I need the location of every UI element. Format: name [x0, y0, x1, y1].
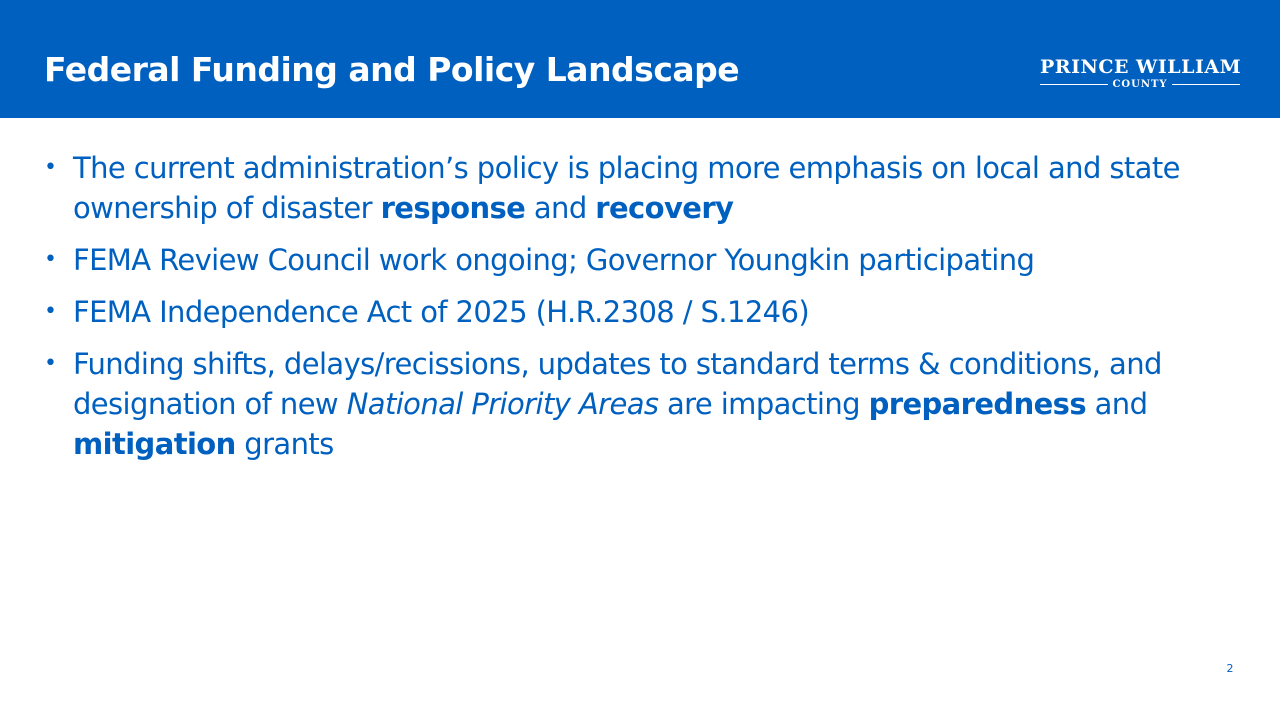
- bullet-4-text-3: and: [1086, 387, 1148, 421]
- bullet-dot-icon: •: [44, 351, 57, 376]
- header-bar: [0, 0, 1280, 118]
- county-logo: [1040, 56, 1240, 96]
- logo-line2: COUNTY: [1112, 79, 1168, 90]
- bullet-4-emphasis-mitigation: mitigation: [73, 427, 236, 461]
- bullet-item-4: [44, 344, 1224, 464]
- bullet-list: [44, 148, 1224, 476]
- bullet-item-2: [44, 240, 1224, 280]
- bullet-3-text: FEMA Independence Act of 2025 (H.R.2308 / S.1246): [73, 295, 810, 329]
- bullet-1-emphasis-response: response: [380, 191, 526, 225]
- page-number: 2: [1226, 662, 1234, 675]
- slide-title: Federal Funding and Policy Landscape: [44, 50, 740, 89]
- bullet-4-italic-npa: National Priority Areas: [346, 387, 659, 421]
- logo-line2-row: [1040, 79, 1240, 90]
- logo-line1: PRINCE WILLIAM: [1040, 56, 1242, 78]
- bullet-1-emphasis-recovery: recovery: [595, 191, 734, 225]
- bullet-item-1: [44, 148, 1224, 228]
- bullet-4-text: Funding shifts, delays/recissions, updates to standard terms & conditions, and designation of new: [73, 347, 1162, 421]
- bullet-1-text: The current administration’s policy is placing more emphasis on local and state ownership of disaster: [73, 151, 1180, 225]
- bullet-4-emphasis-preparedness: preparedness: [868, 387, 1087, 421]
- bullet-item-3: [44, 292, 1224, 332]
- logo-rule-left: [1040, 84, 1108, 85]
- logo-rule-right: [1172, 84, 1240, 85]
- bullet-2-text: FEMA Review Council work ongoing; Governor Youngkin participating: [73, 243, 1035, 277]
- bullet-4-text-4: grants: [235, 427, 334, 461]
- bullet-4-text-2: are impacting: [658, 387, 869, 421]
- bullet-1-connector: and: [525, 191, 596, 225]
- bullet-dot-icon: •: [44, 155, 57, 180]
- bullet-dot-icon: •: [44, 299, 57, 324]
- bullet-dot-icon: •: [44, 247, 57, 272]
